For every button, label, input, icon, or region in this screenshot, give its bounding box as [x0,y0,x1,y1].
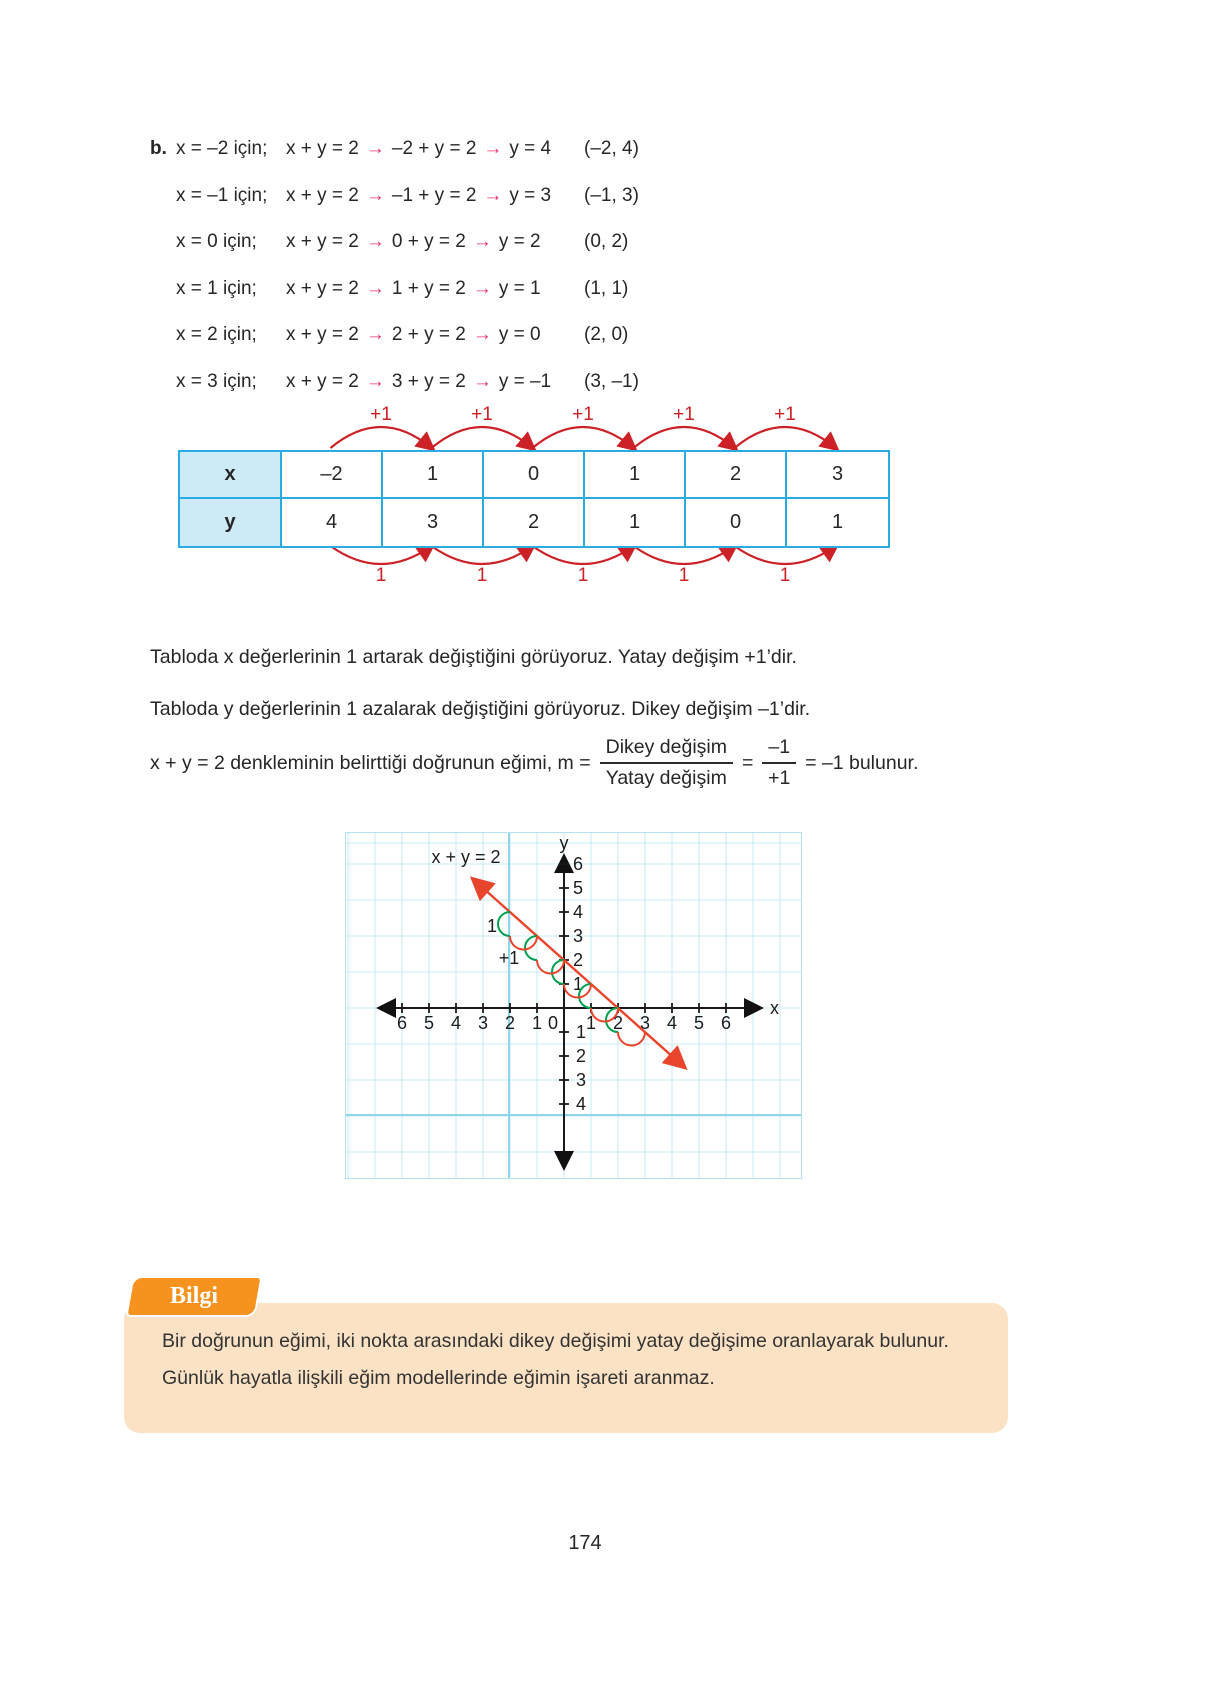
fraction-denominator: Yatay değişim [605,767,727,789]
info-tab [128,1278,261,1315]
equation-steps [286,185,584,207]
arrow-icon: → [365,138,385,160]
coordinate-pair: (2, 0) [584,324,629,346]
coordinate-graph [345,832,802,1179]
step: 2 + y = 2 [391,324,466,346]
x-tick-label: 6 [720,1013,732,1033]
x-tick-label: 1 [531,1013,543,1033]
arrow-icon: → [365,231,385,253]
y-tick-label: 1 [573,974,584,994]
equals-sign: = [741,751,754,774]
row-header-y: y [180,499,282,546]
info-box [124,1303,1008,1433]
coordinate-pair: (0, 2) [584,231,629,253]
step: y = 1 [498,277,541,299]
x-axis-label: x [770,998,779,1018]
xy-table [178,450,890,548]
equation-steps [286,231,584,253]
arrow-icon: → [365,324,385,346]
y-tick-label: 3 [576,1070,587,1090]
coordinate-pair: (–2, 4) [584,138,639,160]
fraction-numeric-ratio [762,736,796,790]
x-tick-label: 3 [477,1013,489,1033]
fraction-numerator: –1 [762,736,796,764]
case-text: x = –2 için; [176,138,268,160]
graph-canvas [346,833,801,1178]
coordinate-pair: (1, 1) [584,277,629,299]
paragraph-vertical-change: Tabloda y değerlerinin 1 azalarak değiştiğini görüyoruz. Dikey değişim –1’dir. [150,698,811,720]
info-line: Bir doğrunun eğimi, iki nokta arasındaki dikey değişimi yatay değişime oranlayarak bulunur. [162,1330,949,1352]
equation-row [150,312,639,359]
coordinate-pair: (3, –1) [584,370,639,392]
step: –2 + y = 2 [391,138,477,160]
equation-row [150,219,639,266]
origin-label: 0 [547,1013,559,1033]
info-tab-label: Bilgi [169,1283,218,1309]
step: y = 0 [498,324,541,346]
y-value: 1 [831,511,844,533]
vertical-change-label: 1 [486,916,498,936]
step: x + y = 2 [286,231,359,253]
y-value: 4 [282,499,383,546]
equation-row [150,126,639,173]
case-text: x = –1 için; [176,184,268,206]
step: 3 + y = 2 [391,370,466,392]
y-change-label: 1 [678,565,690,586]
x-tick-label: 5 [423,1013,435,1033]
line-equation-label: x + y = 2 [431,847,501,867]
x-value: 0 [484,452,585,499]
step: x + y = 2 [286,184,359,206]
slope-equation-line [150,736,918,790]
arrow-icon: → [483,184,503,206]
equation-row [150,266,639,313]
x-tick-label: 1 [585,1013,597,1033]
x-value: 1 [585,452,686,499]
step: x + y = 2 [286,324,359,346]
slope-prefix: x + y = 2 denkleminin belirttiği doğrunun eğimi, m = [150,751,591,774]
y-tick-label: 2 [576,1046,587,1066]
x-change-label: +1 [572,404,594,425]
step: 1 + y = 2 [391,277,466,299]
y-change-label: 1 [577,565,589,586]
x-value: 2 [686,452,787,499]
x-tick-label: 6 [396,1013,408,1033]
x-value: 3 [787,452,888,499]
arrow-icon: → [472,370,492,392]
page-number: 174 [568,1532,602,1554]
equation-block [150,126,639,405]
y-change-label: 1 [375,565,387,586]
coordinate-pair: (–1, 3) [584,184,639,206]
horizontal-change-label: +1 [498,948,520,968]
row-header-x: x [180,452,282,499]
step: y = 4 [509,138,552,160]
x-change-arcs [331,427,836,448]
step: x + y = 2 [286,277,359,299]
y-tick-label: 4 [576,1094,587,1114]
x-change-label: +1 [774,404,796,425]
step: y = –1 [498,370,552,392]
y-tick-label: 6 [573,854,584,874]
step: y = 2 [498,231,541,253]
x-tick-label: 4 [450,1013,462,1033]
y-tick-label: 3 [573,926,584,946]
y-axis-label: y [559,833,569,853]
paragraph-horizontal-change: Tabloda x değerlerinin 1 artarak değiştiğini görüyoruz. Yatay değişim +1’dir. [150,646,797,668]
x-value: 1 [383,452,484,499]
x-change-label: +1 [471,404,493,425]
y-tick-label: 4 [573,902,584,922]
value-table [178,404,886,596]
fraction-numerator: Dikey değişim [600,736,733,764]
arrow-icon: → [472,324,492,346]
y-change-label: 1 [779,565,791,586]
arrow-icon: → [365,370,385,392]
arrow-icon: → [365,184,385,206]
y-tick-label: 5 [573,878,584,898]
x-tick-label: 2 [612,1013,624,1033]
case-text: x = 3 için; [176,370,257,392]
x-tick-label: 5 [693,1013,705,1033]
equation-steps [286,371,584,393]
step: 0 + y = 2 [391,231,466,253]
y-value: 3 [383,499,484,546]
y-value: 1 [585,499,686,546]
x-change-label: +1 [370,404,392,425]
arrow-icon: → [483,138,503,160]
x-tick-label: 3 [639,1013,651,1033]
fraction-change-ratio [600,736,733,790]
equation-steps [286,278,584,300]
case-text: x = 2 için; [176,324,257,346]
equation-row [150,173,639,220]
item-label: b. [150,138,167,160]
y-change-arcs [331,546,836,564]
equation-steps [286,324,584,346]
equation-steps [286,138,584,160]
arrow-icon: → [472,231,492,253]
x-value: –2 [282,452,383,499]
arrow-icon: → [472,277,492,299]
case-text: x = 1 için; [176,277,257,299]
y-tick-label: 2 [573,950,584,970]
x-change-label: +1 [673,404,695,425]
equation-row [150,359,639,406]
y-tick-label: 1 [576,1022,587,1042]
y-value: 2 [484,499,585,546]
step: y = 3 [509,184,552,206]
slope-result: = –1 bulunur. [805,751,919,774]
step: x + y = 2 [286,370,359,392]
fraction-denominator: +1 [768,767,791,789]
x-tick-label: 4 [666,1013,678,1033]
info-line: Günlük hayatla ilişkili eğim modellerinde eğimin işareti aranmaz. [162,1367,715,1389]
step: –1 + y = 2 [391,184,477,206]
y-value: 0 [686,499,787,546]
step: x + y = 2 [286,138,359,160]
y-change-label: 1 [476,565,488,586]
x-tick-label: 2 [504,1013,516,1033]
case-text: x = 0 için; [176,231,257,253]
arrow-icon: → [365,277,385,299]
